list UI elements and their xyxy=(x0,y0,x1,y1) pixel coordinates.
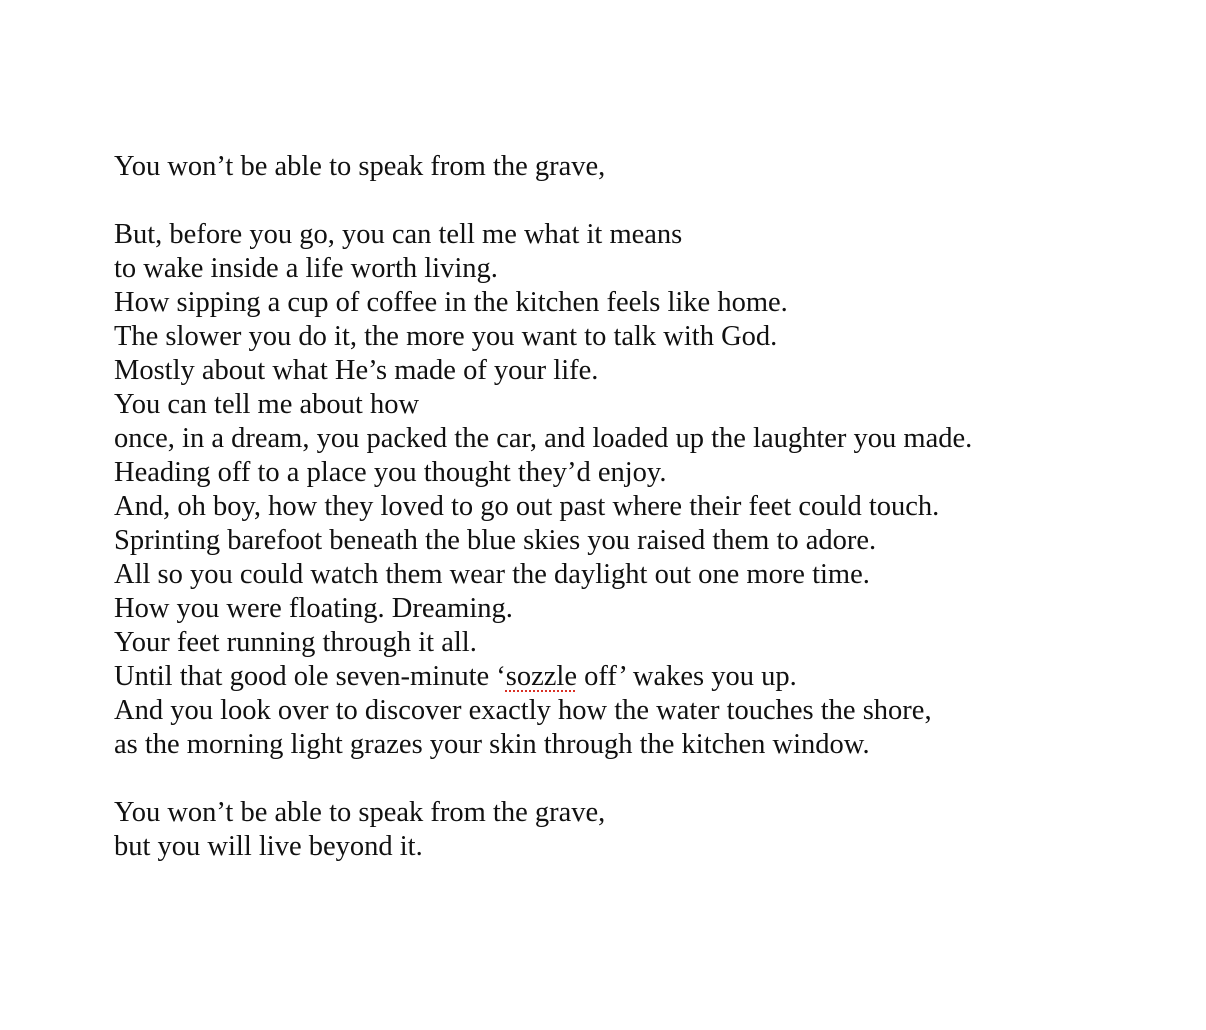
poem-line: How sipping a cup of coffee in the kitchen feels like home. xyxy=(114,287,788,318)
poem-line: but you will live beyond it. xyxy=(114,831,423,862)
poem-line: Heading off to a place you thought they’d enjoy. xyxy=(114,457,667,488)
poem-line: The slower you do it, the more you want to talk with God. xyxy=(114,321,778,352)
line-text-prefix: Until that good ole seven-minute ‘ xyxy=(114,661,506,692)
poem-line: once, in a dream, you packed the car, and loaded up the laughter you made. xyxy=(114,423,973,454)
poem-line: All so you could watch them wear the daylight out one more time. xyxy=(114,559,870,590)
poem-line: And you look over to discover exactly how the water touches the shore, xyxy=(114,695,932,726)
spellcheck-flagged-word[interactable]: sozzle xyxy=(505,661,578,692)
poem-body[interactable] xyxy=(114,150,1174,864)
poem-line: Your feet running through it all. xyxy=(114,627,477,658)
poem-line-sozzle xyxy=(114,660,1174,694)
poem-line: How you were floating. Dreaming. xyxy=(114,593,513,624)
poem-line: as the morning light grazes your skin through the kitchen window. xyxy=(114,729,870,760)
line-text-suffix: off’ wakes you up. xyxy=(577,661,797,692)
poem-line: Mostly about what He’s made of your life. xyxy=(114,355,599,386)
stanza-gap xyxy=(114,184,1174,218)
poem-line: But, before you go, you can tell me what it means xyxy=(114,219,683,250)
poem-line: And, oh boy, how they loved to go out past where their feet could touch. xyxy=(114,491,940,522)
poem-line: to wake inside a life worth living. xyxy=(114,253,498,284)
poem-line: Sprinting barefoot beneath the blue skies you raised them to adore. xyxy=(114,525,877,556)
poem-line: You can tell me about how xyxy=(114,389,420,420)
stanza-gap xyxy=(114,762,1174,796)
poem-line: You won’t be able to speak from the grave, xyxy=(114,151,606,182)
poem-line: You won’t be able to speak from the grave, xyxy=(114,797,606,828)
